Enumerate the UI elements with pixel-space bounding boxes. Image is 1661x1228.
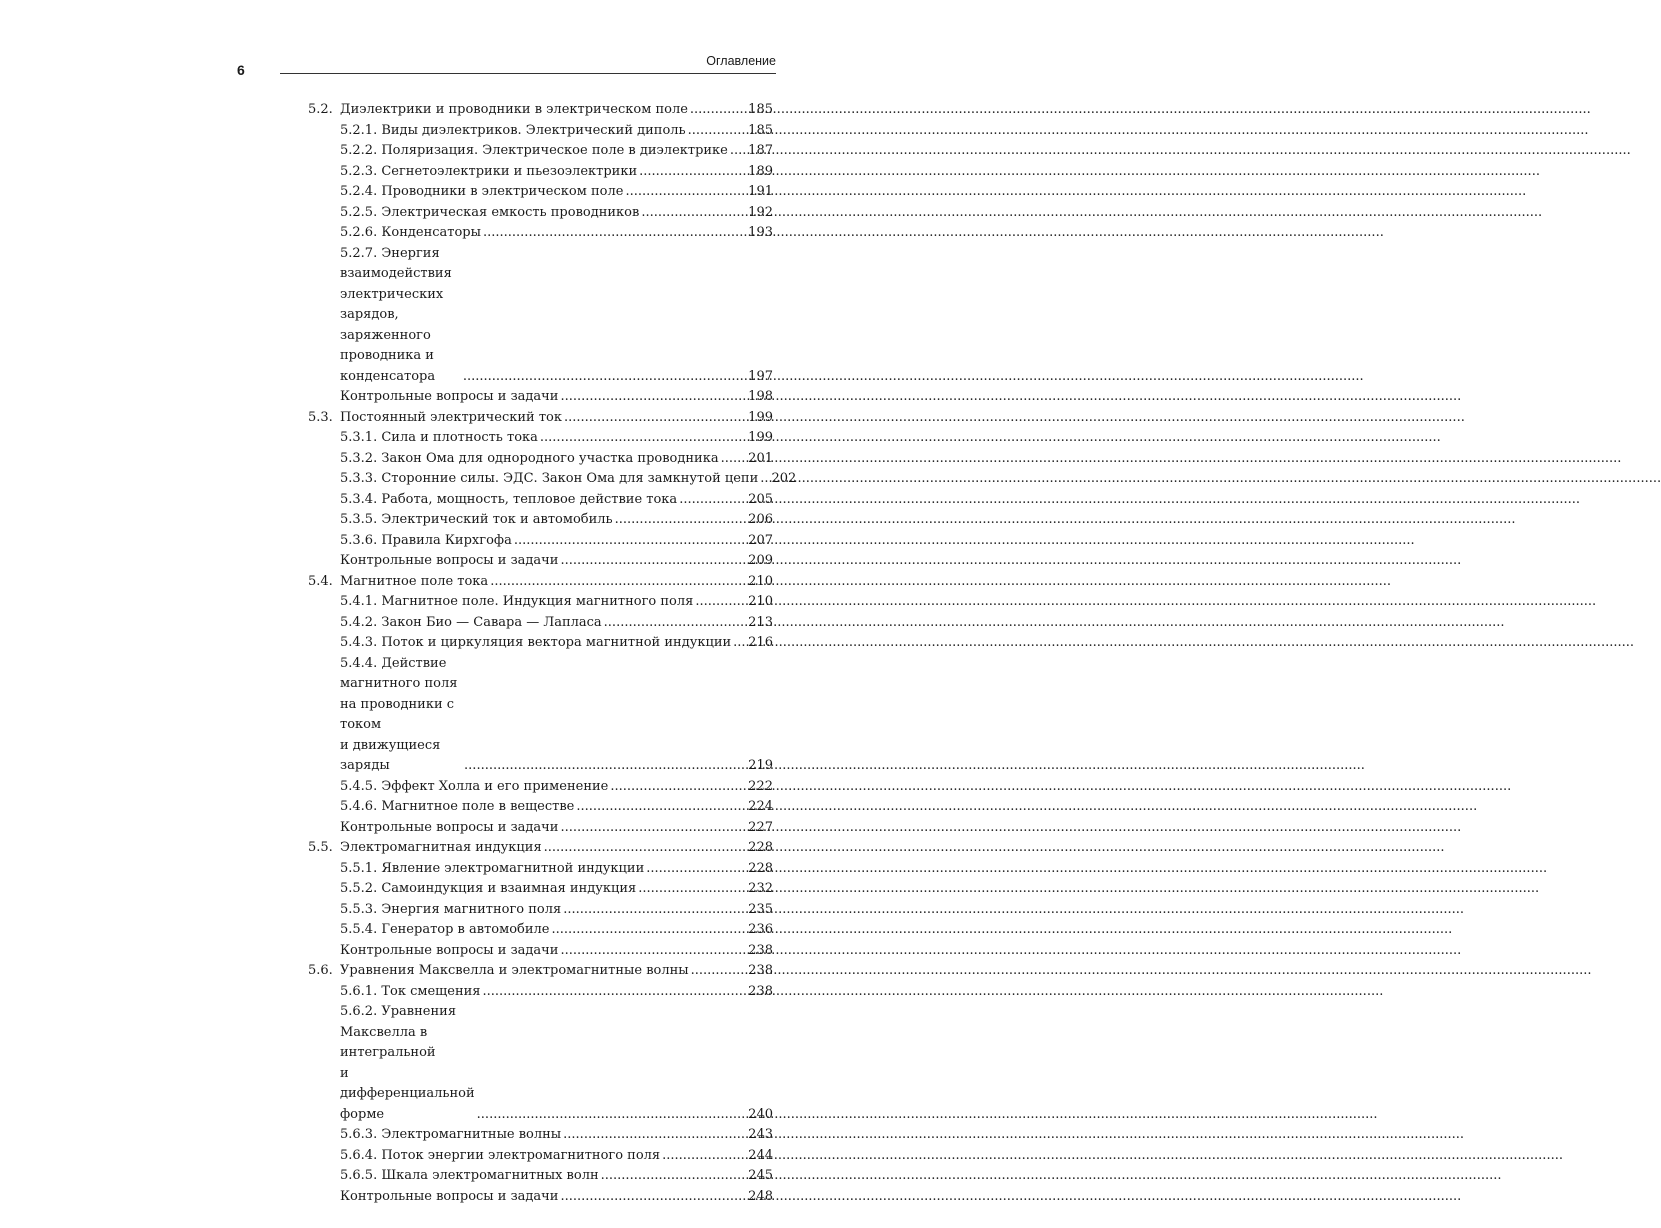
toc-entry-title: 5.2.7. Энергия взаимодействия электрических зарядов, заряженного проводника и конденсатора [340,245,452,384]
dot-leader [490,572,745,593]
toc-entry-title: 5.2.3. Сегнетоэлектрики и пьезоэлектрики [340,163,638,179]
dot-leader [464,756,745,777]
dot-leader [601,1166,745,1187]
toc-entry-page: 244 [748,1147,773,1163]
toc-entry-title: 5.4.2. Закон Био — Савара — Лапласа [340,614,602,630]
toc-entry [308,900,773,921]
toc-entry [308,838,773,859]
toc-entry [308,818,773,839]
toc-entry-title: 5.2.2. Поляризация. Электрическое поле в диэлектрике [340,143,728,158]
dot-leader [551,920,745,941]
dot-leader [563,900,745,921]
dot-leader [560,818,745,839]
toc-entry [308,592,773,613]
toc-entry [308,531,773,552]
dot-leader [544,838,745,859]
toc-entry [308,941,773,962]
dot-leader [560,941,745,962]
toc-entry-page: 243 [748,1127,773,1142]
toc-entry-title: 5.3.3. Сторонние силы. ЭДС. Закон Ома для замкнутой цепи [340,471,759,486]
toc-entry [308,387,773,408]
toc-entry [308,223,773,244]
toc-entry [308,203,773,224]
toc-entry [308,141,773,162]
toc-entry [308,449,773,470]
toc-entry-title: Контрольные вопросы и задачи [340,553,559,568]
toc-entry-page: 191 [748,184,773,199]
toc-entry-title: 5.6.5. Шкала электромагнитных волн [340,1168,599,1183]
toc-entry-page: 216 [748,635,773,650]
toc-entry [308,428,773,449]
toc-entry [308,100,773,121]
toc-entry-page: 185 [748,102,773,117]
toc-entry-title: 5.2.4. Проводники в электрическом поле [340,184,624,199]
dot-leader [662,1146,745,1167]
toc-entry [308,1125,773,1146]
header-rule [280,73,776,74]
dot-leader [690,100,745,121]
toc-entry-title: 5.2.5. Электрическая емкость проводников [340,204,640,220]
toc-entry-title: Магнитное поле тока [340,573,489,589]
toc-entry-title: 5.6.4. Поток энергии электромагнитного поля [340,1147,661,1163]
toc-entry [308,182,773,203]
dot-leader [560,387,745,408]
toc-entry [308,1002,773,1125]
toc-entry-page: 207 [748,532,773,548]
toc-entry-page: 209 [748,553,773,568]
toc-entry [308,777,773,798]
dot-leader [641,203,745,224]
toc-entry-title: 5.4.3. Поток и циркуляция вектора магнитной индукции [340,635,732,650]
dot-leader [483,982,746,1003]
toc-entry-title: 5.4.1. Магнитное поле. Индукция магнитного поля [340,594,694,609]
toc-entry-title: 5.3.1. Сила и плотность тока [340,430,538,445]
toc-entry-page: 232 [748,881,773,896]
toc-entry-title: Уравнения Максвелла и электромагнитные волны [340,963,689,978]
toc-entry-title: 5.4.6. Магнитное поле в веществе [340,799,575,814]
toc-entry [308,1187,773,1208]
dot-leader [564,408,745,429]
page-number: 6 [237,62,245,78]
toc-entry-page: 227 [748,819,773,835]
dot-leader [695,592,745,613]
toc-entry-title: 5.3.5. Электрический ток и автомобиль [340,512,613,527]
dot-leader [760,469,768,490]
toc-entry [308,797,773,818]
section-number: 5.4. [308,573,333,589]
dot-leader [560,1187,745,1208]
toc-entry-page: 228 [748,860,773,876]
toc-entry [308,121,773,142]
dot-leader [639,162,745,183]
toc-entry [308,490,773,511]
toc-entry [308,982,773,1003]
toc-entry-title: 5.5.1. Явление электромагнитной индукции [340,860,645,876]
dot-leader [610,777,745,798]
toc-entry-page: 228 [748,840,773,855]
dot-leader [483,223,745,244]
dot-leader [615,510,745,531]
toc-entry-title: Постоянный электрический ток [340,409,562,425]
toc-entry [308,510,773,531]
dot-leader [679,490,745,511]
toc-entry-page: 245 [748,1168,773,1183]
toc-entry-page: 189 [748,163,773,179]
toc-entry [308,408,773,429]
toc-entry-page: 193 [748,225,773,240]
toc-entry-title: 5.5.2. Самоиндукция и взаимная индукция [340,881,637,896]
toc-entry-title: 5.5.4. Генератор в автомобиле [340,922,550,937]
toc-entry-title: Контрольные вопросы и задачи [340,389,559,404]
dot-leader [463,367,745,388]
toc-entry-page: 240 [748,1106,773,1122]
toc-entry-title: 5.3.4. Работа, мощность, тепловое действие тока [340,491,678,507]
toc-entry-title: Диэлектрики и проводники в электрическом поле [340,102,688,117]
dot-leader [560,551,745,572]
toc-entry-page: 205 [748,491,773,507]
toc-entry-page: 202 [771,471,797,486]
dot-leader [604,613,745,634]
toc-entry [308,162,773,183]
table-of-contents [308,100,797,1207]
dot-leader [688,121,745,142]
toc-entry-title: 5.6.1. Ток смещения [340,983,481,999]
toc-entry-page: 219 [748,758,773,773]
toc-entry-page: 192 [748,204,773,220]
toc-entry [308,1166,773,1187]
toc-entry-title: 5.6.2. Уравнения Максвелла в интегральной и дифференциальной форме [340,1004,475,1122]
toc-entry-page: 206 [748,512,773,527]
toc-entry-page: 210 [748,573,773,589]
section-number: 5.6. [308,963,333,978]
toc-entry-title: Электромагнитная индукция [340,840,542,855]
toc-entry-page: 199 [748,430,773,445]
toc-entry-page: 238 [748,942,773,958]
dot-leader [730,141,745,162]
toc-entry [308,613,773,634]
dot-leader [576,797,745,818]
toc-entry-title: 5.3.6. Правила Кирхгофа [340,532,512,548]
toc-entry-title: Контрольные вопросы и задачи [340,1188,559,1204]
dot-leader [625,182,745,203]
dot-leader [721,449,745,470]
dot-leader [691,961,745,982]
toc-entry [308,859,773,880]
toc-entry [308,551,773,572]
toc-entry-page: 236 [748,922,773,937]
toc-entry-page: 201 [748,450,773,466]
dot-leader [514,531,745,552]
toc-entry-title: 5.4.4. Действие магнитного поля на проводники с током и движущиеся заряды [340,655,458,773]
section-number: 5.2. [308,102,333,117]
toc-entry [308,469,797,490]
toc-entry [308,920,773,941]
toc-entry-title: 5.5.3. Энергия магнитного поля [340,901,562,917]
dot-leader [563,1125,745,1146]
toc-entry-page: 197 [748,368,773,384]
toc-entry [308,633,773,654]
toc-entry-page: 199 [748,409,773,425]
toc-entry [308,879,773,900]
dot-leader [638,879,745,900]
dot-leader [540,428,745,449]
running-head: Оглавление [706,54,776,68]
toc-entry [308,961,773,982]
toc-entry-page: 235 [748,901,773,917]
toc-entry-title: 5.3.2. Закон Ома для однородного участка проводника [340,450,719,466]
toc-entry-page: 224 [748,799,773,814]
toc-entry-page: 238 [748,983,773,999]
toc-entry-page: 238 [748,963,773,978]
section-number: 5.3. [308,409,333,425]
dot-leader [646,859,745,880]
toc-entry-page: 185 [748,122,773,138]
toc-entry [308,654,773,777]
toc-entry [308,1146,773,1167]
toc-entry-title: 5.4.5. Эффект Холла и его применение [340,778,609,794]
toc-entry [308,244,773,388]
toc-entry-page: 213 [748,614,773,630]
toc-entry-title: 5.2.1. Виды диэлектриков. Электрический диполь [340,122,686,138]
toc-entry-page: 198 [748,389,773,404]
toc-entry-page: 222 [748,778,773,794]
dot-leader [733,633,745,654]
section-number: 5.5. [308,840,333,855]
toc-entry-title: Контрольные вопросы и задачи [340,819,559,835]
toc-entry-title: 5.6.3. Электромагнитные волны [340,1127,562,1142]
toc-entry-page: 187 [748,143,773,158]
toc-entry-page: 248 [748,1188,773,1204]
toc-entry [308,572,773,593]
toc-entry-title: Контрольные вопросы и задачи [340,942,559,958]
toc-entry-page: 210 [748,594,773,609]
dot-leader [477,1105,745,1126]
toc-entry-title: 5.2.6. Конденсаторы [340,225,481,240]
